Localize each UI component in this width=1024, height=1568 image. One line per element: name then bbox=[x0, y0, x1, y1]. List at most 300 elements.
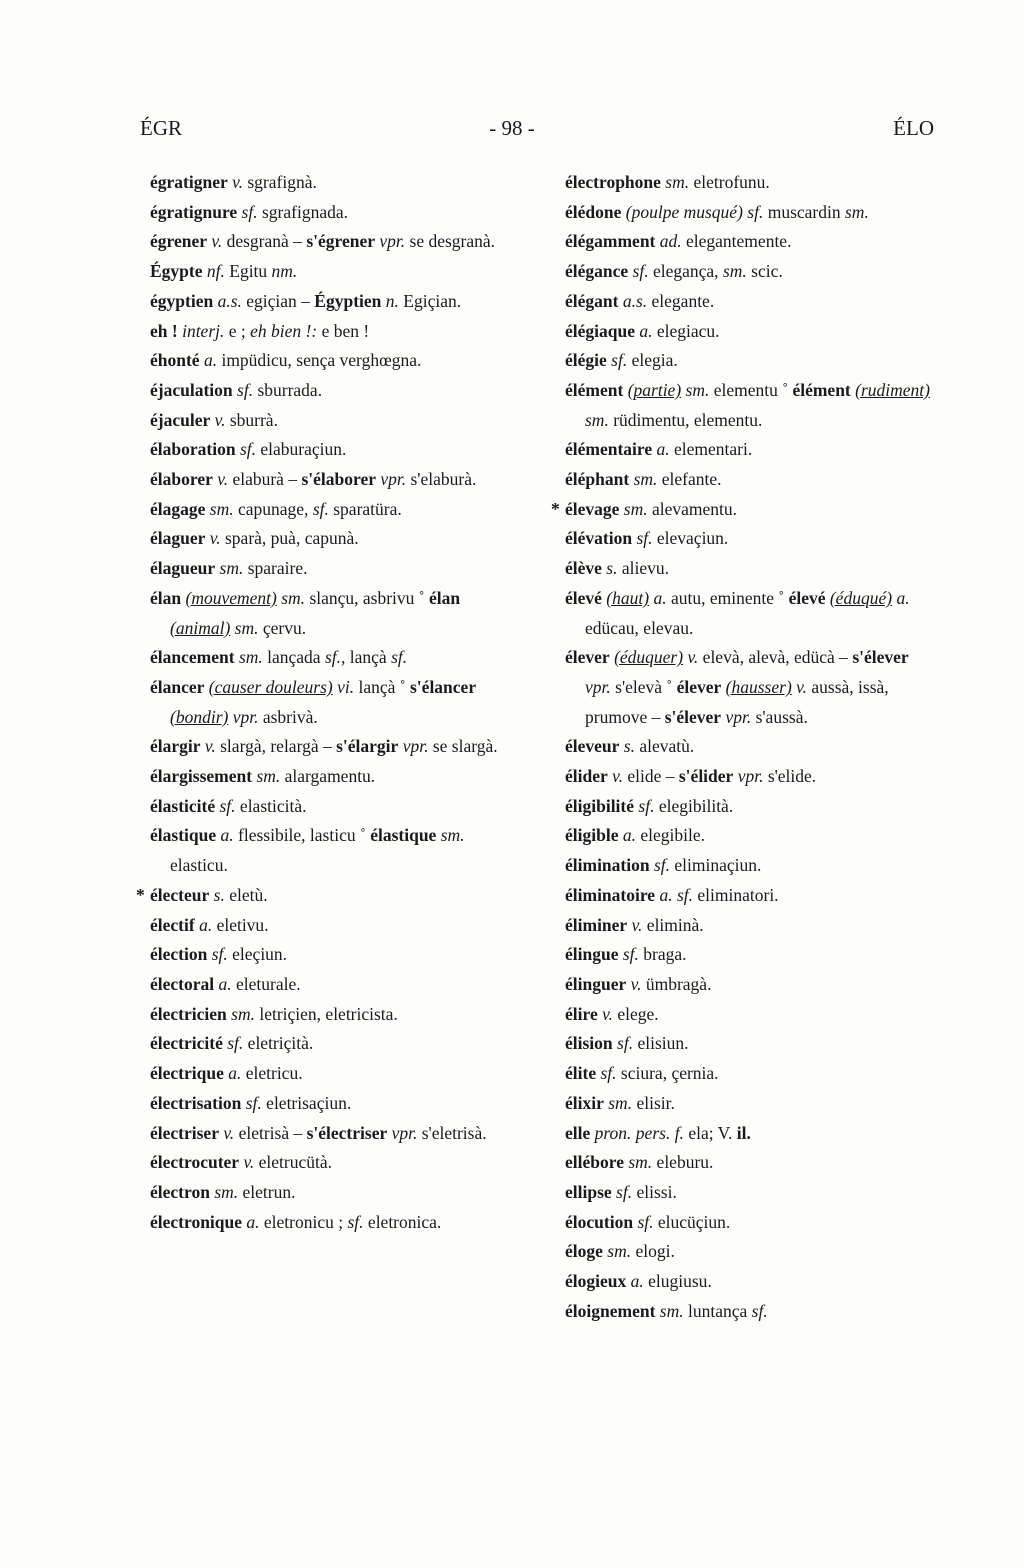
entry-text: aussà, issà, prumove – bbox=[585, 676, 889, 727]
headword: électrophone bbox=[565, 172, 661, 192]
grammar-label: v. bbox=[209, 528, 221, 549]
headword: élire bbox=[565, 1003, 598, 1024]
grammar-label: sf. bbox=[637, 1211, 654, 1232]
entry-text: impüdicu, sença verghœgna. bbox=[217, 350, 422, 371]
dictionary-entry bbox=[150, 168, 518, 198]
entry-text: elissi. bbox=[632, 1181, 677, 1202]
dictionary-entry bbox=[565, 1148, 935, 1178]
entry-text: flessibile, lasticu ˚ bbox=[233, 825, 371, 846]
entry-text: eletrofunu. bbox=[689, 172, 770, 192]
dictionary-entry bbox=[565, 1178, 935, 1208]
entry-text: elegibile. bbox=[635, 825, 705, 846]
grammar-label: sf. bbox=[245, 1092, 262, 1113]
grammar-label: sf. bbox=[347, 1211, 364, 1232]
grammar-label: sm. bbox=[665, 172, 690, 192]
grammar-label: vpr. bbox=[737, 766, 764, 787]
entry-text: capunage, bbox=[233, 498, 313, 519]
grammar-label: sf. bbox=[747, 201, 764, 222]
entry-text: eletrucütà. bbox=[254, 1152, 333, 1173]
entry-text: s'elide. bbox=[763, 766, 817, 787]
sense-gloss: (éduqué) bbox=[829, 587, 893, 608]
grammar-label: a. bbox=[203, 350, 218, 371]
dictionary-entry bbox=[565, 257, 935, 287]
dictionary-entry bbox=[136, 881, 518, 911]
headword: élite bbox=[565, 1063, 597, 1084]
dictionary-entry bbox=[565, 1089, 935, 1119]
headword: électron bbox=[150, 1181, 210, 1202]
entry-text: alevamentu. bbox=[647, 498, 738, 519]
headword: s'élever bbox=[852, 647, 909, 668]
entry-text: eleburu. bbox=[652, 1152, 714, 1173]
headword: élégie bbox=[565, 350, 607, 371]
page-header bbox=[0, 116, 1024, 148]
headword: élevé bbox=[565, 587, 602, 608]
grammar-label: eh bien !: bbox=[250, 320, 318, 341]
grammar-label: n. bbox=[385, 290, 399, 311]
grammar-label: v. bbox=[217, 469, 229, 490]
grammar-label: sf. bbox=[622, 944, 639, 965]
page-number: - 98 - bbox=[489, 116, 535, 140]
entry-text: elaburaçiun. bbox=[256, 439, 347, 460]
dictionary-entry bbox=[565, 732, 935, 762]
headword: élargir bbox=[150, 736, 201, 757]
dictionary-entry bbox=[150, 940, 518, 970]
entry-text: se desgranà. bbox=[405, 231, 496, 252]
dictionary-entry bbox=[551, 495, 935, 525]
dictionary-entry bbox=[150, 1029, 518, 1059]
dictionary-entry bbox=[150, 970, 518, 1000]
headword: élaguer bbox=[150, 528, 206, 549]
entry-text: eletù. bbox=[224, 884, 268, 905]
dictionary-entry bbox=[565, 198, 935, 228]
grammar-label: sm. bbox=[214, 1181, 239, 1202]
headword: égratigner bbox=[150, 172, 228, 192]
headword: élixir bbox=[565, 1092, 604, 1113]
entry-text: eletronicu ; bbox=[259, 1211, 348, 1232]
dictionary-entry bbox=[150, 792, 518, 822]
sense-gloss: (haut) bbox=[606, 587, 650, 608]
entry-text: eletronica. bbox=[363, 1211, 442, 1232]
dictionary-entry bbox=[565, 940, 935, 970]
dictionary-entry bbox=[150, 257, 518, 287]
entry-text: elasticu. bbox=[170, 855, 228, 876]
entry-text: eletrisaçiun. bbox=[261, 1092, 352, 1113]
grammar-label: sm. bbox=[685, 379, 710, 400]
entry-text: sgrafignà. bbox=[242, 172, 317, 192]
grammar-label: sm. bbox=[633, 469, 658, 490]
entry-text: rüdimentu, elementu. bbox=[608, 409, 763, 430]
dictionary-entry bbox=[565, 376, 935, 435]
dictionary-entry bbox=[565, 1029, 935, 1059]
dictionary-entry bbox=[565, 792, 935, 822]
grammar-label: sf. bbox=[636, 528, 653, 549]
headword: élingue bbox=[565, 944, 619, 965]
dictionary-entry bbox=[565, 584, 935, 643]
dictionary-entry bbox=[565, 317, 935, 347]
grammar-label: a. bbox=[896, 587, 910, 608]
entry-text: elasticità. bbox=[235, 795, 307, 816]
grammar-label: sf. bbox=[653, 855, 671, 876]
grammar-label: vpr. bbox=[380, 469, 407, 490]
grammar-label: sm. bbox=[607, 1241, 632, 1262]
grammar-label: v. bbox=[232, 172, 243, 192]
sense-gloss: (rudiment) bbox=[855, 379, 930, 400]
grammar-label: sf. bbox=[241, 201, 258, 222]
headword: élédone bbox=[565, 201, 622, 222]
grammar-label: a. bbox=[220, 825, 234, 846]
dictionary-entry bbox=[150, 524, 518, 554]
entry-text: sparà, puà, capunà. bbox=[220, 528, 359, 549]
grammar-label: sf. bbox=[611, 350, 628, 371]
grammar-label: sf. bbox=[632, 261, 649, 282]
entry-text: elegiacu. bbox=[652, 320, 720, 341]
grammar-label: sf. bbox=[616, 1181, 633, 1202]
dictionary-entry bbox=[150, 673, 518, 732]
headword: élagueur bbox=[150, 558, 216, 579]
entry-text: elegantemente. bbox=[681, 231, 792, 252]
dictionary-entry bbox=[565, 1297, 935, 1327]
entry-text: eletrun. bbox=[238, 1181, 296, 1202]
entry-text: eliminatori. bbox=[693, 884, 779, 905]
headword: élogieux bbox=[565, 1271, 627, 1292]
dictionary-entry bbox=[565, 1267, 935, 1297]
grammar-label: sm. bbox=[256, 766, 281, 787]
entry-text: elementu ˚ bbox=[709, 379, 793, 400]
grammar-label: sm. bbox=[238, 647, 263, 668]
headword: ellébore bbox=[565, 1152, 624, 1173]
grammar-label: a. bbox=[622, 825, 636, 846]
entry-text: sparatüra. bbox=[328, 498, 402, 519]
entry-text: eletrisà – bbox=[234, 1122, 307, 1143]
headword: élémentaire bbox=[565, 439, 653, 460]
dictionary-entry bbox=[150, 1208, 518, 1238]
grammar-label: sf. bbox=[638, 795, 655, 816]
headword: élastique bbox=[150, 825, 217, 846]
dictionary-entry bbox=[150, 406, 518, 436]
grammar-label: interj. bbox=[182, 320, 225, 341]
headword: élection bbox=[150, 944, 208, 965]
headword: électricité bbox=[150, 1033, 223, 1054]
entry-text: elegança, bbox=[648, 261, 723, 282]
grammar-label: v. bbox=[796, 676, 807, 697]
headword: Égypte bbox=[150, 261, 203, 282]
entry-text: elegibilità. bbox=[654, 795, 734, 816]
dictionary-entry bbox=[565, 821, 935, 851]
grammar-label: s. bbox=[213, 884, 225, 905]
headword: électronique bbox=[150, 1211, 243, 1232]
headword: elle bbox=[565, 1122, 591, 1143]
headword: éjaculation bbox=[150, 379, 233, 400]
entry-star-marker: * bbox=[551, 498, 560, 519]
entry-text: sburrà. bbox=[225, 409, 278, 430]
entry-text: elefante. bbox=[657, 469, 722, 490]
entry-text: Egitu bbox=[224, 261, 272, 282]
grammar-label: vi. bbox=[337, 676, 355, 697]
dictionary-entry bbox=[565, 911, 935, 941]
headword: électrique bbox=[150, 1063, 224, 1084]
dictionary-entry bbox=[565, 851, 935, 881]
sense-gloss: (éduquer) bbox=[614, 647, 684, 668]
grammar-label: sf. bbox=[600, 1063, 617, 1084]
dictionary-entry bbox=[150, 584, 518, 643]
entry-text: elogi. bbox=[631, 1241, 675, 1262]
grammar-label: sf. bbox=[391, 647, 408, 668]
dictionary-entry bbox=[565, 346, 935, 376]
headword: éloignement bbox=[565, 1300, 656, 1321]
entry-text: elide – bbox=[622, 766, 679, 787]
entry-text: sburrada. bbox=[253, 379, 323, 400]
grammar-label: a.s. bbox=[622, 290, 648, 311]
entry-text: elugiusu. bbox=[643, 1271, 712, 1292]
dictionary-entry bbox=[150, 1000, 518, 1030]
headword: élargissement bbox=[150, 766, 253, 787]
headword: élevé bbox=[788, 587, 826, 608]
grammar-label: v. bbox=[214, 409, 226, 430]
entry-text: ela; V. bbox=[683, 1122, 737, 1143]
grammar-label: s. bbox=[623, 736, 635, 757]
dictionary-entry bbox=[150, 346, 518, 376]
dictionary-entry bbox=[150, 821, 518, 880]
grammar-label: a. sf. bbox=[659, 884, 694, 905]
entry-text: e ben ! bbox=[317, 320, 370, 341]
grammar-label: v. bbox=[687, 647, 699, 668]
headword: s'élever bbox=[664, 706, 722, 727]
dictionary-entry bbox=[565, 435, 935, 465]
dictionary-entry bbox=[150, 376, 518, 406]
headword: s'élider bbox=[678, 766, 734, 787]
entry-text: eliminà. bbox=[642, 914, 704, 935]
dictionary-entry bbox=[565, 465, 935, 495]
entry-text: s'aussà. bbox=[751, 706, 808, 727]
grammar-label: v. bbox=[612, 766, 623, 787]
entry-text: elege. bbox=[612, 1003, 659, 1024]
entry-text: elisiun. bbox=[633, 1033, 689, 1054]
sense-gloss: (mouvement) bbox=[185, 587, 277, 608]
entry-text: scic. bbox=[746, 261, 783, 282]
headword: élever bbox=[565, 647, 610, 668]
dictionary-entry bbox=[150, 495, 518, 525]
headword: élinguer bbox=[565, 973, 627, 994]
entry-text: letriçien, eletricista. bbox=[254, 1003, 398, 1024]
headword: élégance bbox=[565, 261, 629, 282]
dictionary-entry bbox=[150, 227, 518, 257]
grammar-label: vpr. bbox=[379, 231, 406, 252]
grammar-label: v. bbox=[243, 1152, 255, 1173]
entry-text: autu, eminente ˚ bbox=[666, 587, 789, 608]
dictionary-entry bbox=[150, 1148, 518, 1178]
sense-gloss: (hausser) bbox=[725, 676, 792, 697]
grammar-label: (poulpe musqué) bbox=[625, 201, 743, 222]
entry-text: s'elevà ˚ bbox=[610, 676, 677, 697]
entry-text: luntança bbox=[683, 1300, 752, 1321]
headword: éligibilité bbox=[565, 795, 635, 816]
entry-text: s'eletrisà. bbox=[417, 1122, 487, 1143]
grammar-label: pron. pers. f. bbox=[594, 1122, 684, 1143]
grammar-label: a. bbox=[630, 1271, 644, 1292]
dictionary-entry bbox=[150, 732, 518, 762]
entry-star-marker: * bbox=[136, 884, 145, 905]
headword: éligible bbox=[565, 825, 619, 846]
grammar-label: v. bbox=[630, 973, 642, 994]
dictionary-entry bbox=[565, 227, 935, 257]
headword: élévation bbox=[565, 528, 633, 549]
entry-text: çervu. bbox=[258, 617, 307, 638]
grammar-label: a. bbox=[218, 973, 232, 994]
entry-text: slançu, asbrivu ˚ bbox=[305, 587, 429, 608]
grammar-label: vpr. bbox=[232, 706, 259, 727]
grammar-label: v. bbox=[631, 914, 643, 935]
entry-text: alargamentu. bbox=[280, 766, 376, 787]
dictionary-entry bbox=[565, 970, 935, 1000]
grammar-label: a. bbox=[246, 1211, 260, 1232]
entry-text: eleturale. bbox=[231, 973, 301, 994]
grammar-label: vpr. bbox=[391, 1122, 418, 1143]
dictionary-entry bbox=[150, 911, 518, 941]
entry-text: muscardin bbox=[763, 201, 845, 222]
grammar-label: sf. bbox=[237, 379, 254, 400]
headword: éliminer bbox=[565, 914, 628, 935]
grammar-label: sm. bbox=[623, 498, 648, 519]
headword: s'élancer bbox=[410, 676, 477, 697]
grammar-label: sf. bbox=[617, 1033, 634, 1054]
entry-text: lançada bbox=[262, 647, 325, 668]
headword: éléphant bbox=[565, 469, 630, 490]
dictionary-entry bbox=[150, 287, 518, 317]
grammar-label: a. bbox=[653, 587, 667, 608]
headword: élément bbox=[565, 379, 624, 400]
headword: électriser bbox=[150, 1122, 219, 1143]
grammar-label: s. bbox=[606, 558, 618, 579]
headword: élevage bbox=[565, 498, 620, 519]
headword: élan bbox=[429, 587, 461, 608]
grammar-label: sm. bbox=[608, 1092, 633, 1113]
headword: élimination bbox=[565, 855, 650, 876]
headword: électeur bbox=[150, 884, 210, 905]
guide-word-first: ÉGR bbox=[140, 116, 182, 140]
entry-text: sgrafignada. bbox=[257, 201, 348, 222]
dictionary-entry bbox=[565, 1237, 935, 1267]
headword: élaborer bbox=[150, 469, 213, 490]
grammar-label: sf. bbox=[227, 1033, 244, 1054]
grammar-label: vpr. bbox=[725, 706, 752, 727]
entry-text: sparaire. bbox=[243, 558, 308, 579]
entry-text: slargà, relargà – bbox=[215, 736, 337, 757]
headword: éloge bbox=[565, 1241, 603, 1262]
entry-text: elucüçiun. bbox=[653, 1211, 731, 1232]
entry-text: lançà ˚ bbox=[354, 676, 410, 697]
dictionary-entry bbox=[150, 465, 518, 495]
entry-text: desgranà – bbox=[222, 231, 307, 252]
grammar-label: a. bbox=[228, 1063, 242, 1084]
dictionary-entry bbox=[150, 762, 518, 792]
entry-text: lançà bbox=[345, 647, 392, 668]
dictionary-entry bbox=[565, 643, 935, 732]
headword: élégant bbox=[565, 290, 619, 311]
entry-text: alevatù. bbox=[634, 736, 695, 757]
entry-text: eleçiun. bbox=[227, 944, 288, 965]
headword: électoral bbox=[150, 973, 215, 994]
entry-text: elevaçiun. bbox=[652, 528, 729, 549]
dictionary-entry bbox=[150, 1059, 518, 1089]
grammar-label: a. bbox=[656, 439, 670, 460]
dictionary-entry bbox=[150, 435, 518, 465]
entry-text: ümbragà. bbox=[641, 973, 712, 994]
headword: électrocuter bbox=[150, 1152, 240, 1173]
headword: s'électriser bbox=[306, 1122, 388, 1143]
headword: éjaculer bbox=[150, 409, 211, 430]
entry-text: braga. bbox=[638, 944, 687, 965]
grammar-label: vpr. bbox=[585, 676, 611, 697]
grammar-label: sm. bbox=[722, 261, 747, 282]
dictionary-entry bbox=[565, 762, 935, 792]
grammar-label: sf. bbox=[211, 944, 228, 965]
dictionary-entry bbox=[150, 198, 518, 228]
dictionary-entry bbox=[565, 1208, 935, 1238]
dictionary-entry bbox=[150, 317, 518, 347]
headword: électrisation bbox=[150, 1092, 242, 1113]
headword: électif bbox=[150, 914, 195, 935]
grammar-label: vpr. bbox=[402, 736, 429, 757]
headword: élaboration bbox=[150, 439, 236, 460]
grammar-label: sf. bbox=[312, 498, 329, 519]
entry-text: elisir. bbox=[632, 1092, 675, 1113]
entry-text: elegante. bbox=[647, 290, 715, 311]
grammar-label: sm. bbox=[209, 498, 234, 519]
grammar-label: sm. bbox=[585, 409, 609, 430]
headword: s'égrener bbox=[306, 231, 375, 252]
dictionary-entry bbox=[150, 554, 518, 584]
dictionary-entry bbox=[150, 1178, 518, 1208]
grammar-label: a. bbox=[639, 320, 653, 341]
entry-text: Egiçian. bbox=[398, 290, 462, 311]
entry-text: elegia. bbox=[627, 350, 678, 371]
entry-text: s'elaburà. bbox=[406, 469, 477, 490]
dictionary-entry bbox=[565, 524, 935, 554]
grammar-label: sf. bbox=[239, 439, 256, 460]
headword: élancement bbox=[150, 647, 235, 668]
grammar-label: sm. bbox=[628, 1152, 653, 1173]
entry-text: eletricu. bbox=[241, 1063, 303, 1084]
entry-text: alievu. bbox=[617, 558, 669, 579]
grammar-label: sm. bbox=[845, 201, 869, 222]
dictionary-entry bbox=[565, 554, 935, 584]
dictionary-entry bbox=[150, 1119, 518, 1149]
guide-word-last: ÉLO bbox=[893, 116, 934, 140]
dictionary-entry bbox=[565, 287, 935, 317]
dictionary-entry bbox=[565, 1000, 935, 1030]
grammar-label: sf., bbox=[324, 647, 346, 668]
headword: élision bbox=[565, 1033, 613, 1054]
grammar-label: ad. bbox=[659, 231, 682, 252]
entry-text: asbrivà. bbox=[258, 706, 318, 727]
grammar-label: sm. bbox=[231, 1003, 255, 1024]
headword: élagage bbox=[150, 498, 206, 519]
entry-text: sciura, çernia. bbox=[616, 1063, 719, 1084]
headword: élément bbox=[792, 379, 851, 400]
entry-text: se slargà. bbox=[428, 736, 498, 757]
headword: égrener bbox=[150, 231, 208, 252]
headword: égyptien bbox=[150, 290, 214, 311]
grammar-label: a.s. bbox=[217, 290, 242, 311]
headword: s'élargir bbox=[336, 736, 399, 757]
grammar-label: sm. bbox=[659, 1300, 684, 1321]
headword: égratignure bbox=[150, 201, 238, 222]
headword: élève bbox=[565, 558, 602, 579]
left-column bbox=[136, 168, 518, 1237]
grammar-label: sf. bbox=[219, 795, 236, 816]
headword: élider bbox=[565, 766, 608, 787]
headword: éleveur bbox=[565, 736, 620, 757]
